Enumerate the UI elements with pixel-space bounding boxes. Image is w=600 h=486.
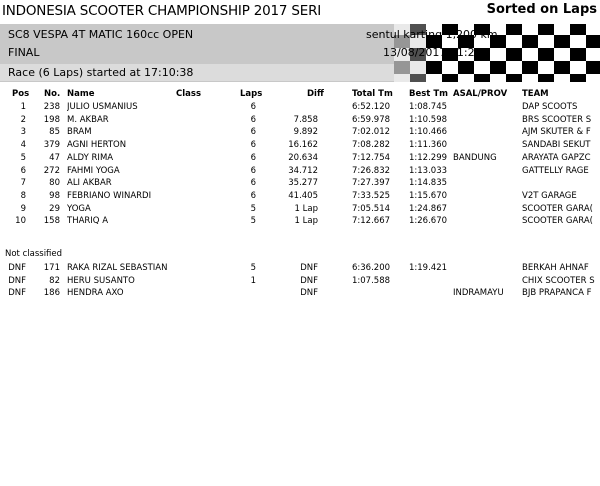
cell-asal: INDRAMAYU — [453, 288, 504, 299]
table-row — [0, 263, 600, 276]
flag-square — [506, 48, 522, 61]
cell-diff: 20.634 — [288, 152, 318, 163]
cell-pos: 6 — [20, 165, 26, 176]
flag-square — [538, 61, 554, 74]
flag-square — [586, 61, 600, 74]
cell-diff: 1 Lap — [294, 203, 318, 214]
cell-no: 186 — [43, 288, 60, 299]
col-laps: Laps — [240, 89, 263, 99]
flag-square — [394, 74, 410, 82]
cell-asal: BANDUNG — [453, 152, 497, 163]
flag-square — [490, 74, 506, 82]
cell-no: 29 — [49, 203, 60, 214]
cell-name: AGNI HERTON — [67, 140, 127, 151]
flag-square — [522, 48, 538, 61]
flag-square — [522, 74, 538, 82]
cell-laps: 6 — [250, 114, 256, 125]
table-row — [0, 140, 600, 153]
cell-no: 47 — [49, 152, 60, 163]
cell-name: M. AKBAR — [67, 114, 109, 125]
col-name: Name — [67, 89, 95, 99]
cell-laps: 6 — [250, 165, 256, 176]
cell-team: BERKAH AHNAF — [522, 263, 589, 273]
cell-best: 1:08.745 — [409, 102, 448, 112]
cell-pos: 5 — [20, 152, 26, 163]
cell-diff: DNF — [300, 275, 318, 286]
cell-name: BRAM — [67, 127, 92, 138]
table-row — [0, 115, 600, 128]
not-classified-label: Not classified — [5, 249, 63, 259]
flag-square — [506, 74, 522, 82]
table-row — [0, 276, 600, 289]
flag-square — [538, 48, 554, 61]
flag-square — [522, 35, 538, 48]
flag-square — [394, 61, 410, 74]
cell-pos: 10 — [15, 216, 26, 227]
cell-name: FAHMI YOGA — [67, 165, 120, 176]
flag-square — [474, 61, 490, 74]
cell-pos: 1 — [20, 102, 26, 112]
col-total: Total Tm — [352, 89, 393, 99]
cell-best: 1:26.670 — [409, 216, 448, 227]
flag-square — [410, 74, 426, 82]
title-bar — [0, 0, 600, 25]
cell-laps: 5 — [250, 216, 256, 227]
cell-no: 198 — [43, 114, 60, 125]
flag-square — [554, 48, 570, 61]
cell-diff: 41.405 — [288, 190, 318, 201]
flag-square — [458, 74, 474, 82]
cell-name: ALDY RIMA — [67, 152, 114, 163]
cell-total: 6:59.978 — [352, 114, 391, 125]
cell-total: 1:07.588 — [352, 275, 391, 286]
cell-diff: 34.712 — [288, 165, 318, 176]
date-time: 13/08/2017 21:21 — [383, 46, 482, 59]
cell-diff: 9.892 — [293, 127, 318, 138]
cell-diff: 16.162 — [288, 140, 318, 151]
cell-diff: 1 Lap — [294, 216, 318, 227]
cell-total: 7:33.525 — [352, 190, 391, 201]
flag-square — [522, 24, 538, 35]
cell-best: 1:24.867 — [409, 203, 448, 214]
cell-total: 7:02.012 — [352, 127, 391, 138]
cell-name: HENDRA AXO — [67, 288, 124, 299]
col-team: TEAM — [522, 89, 549, 99]
cell-total: 6:52.120 — [352, 102, 391, 112]
cell-pos: 3 — [20, 127, 26, 138]
flag-square — [442, 74, 458, 82]
flag-square — [474, 74, 490, 82]
col-class: Class — [176, 89, 202, 99]
flag-square — [570, 61, 586, 74]
cell-name: RAKA RIZAL SEBASTIAN — [67, 263, 168, 273]
cell-total: 7:26.832 — [352, 165, 391, 176]
cell-name: FEBRIANO WINARDI — [67, 190, 152, 201]
table-row — [0, 191, 600, 204]
table-row — [0, 216, 600, 229]
cell-diff: DNF — [300, 263, 318, 273]
cell-best: 1:15.670 — [409, 190, 448, 201]
cell-team: CHIX SCOOTER S — [522, 275, 595, 286]
cell-laps: 6 — [250, 127, 256, 138]
cell-laps: 5 — [250, 203, 256, 214]
cell-best: 1:19.421 — [409, 263, 448, 273]
flag-square — [522, 61, 538, 74]
cell-pos: 8 — [20, 190, 26, 201]
col-asal: ASAL/PROV — [453, 89, 508, 99]
cell-laps: 6 — [250, 152, 256, 163]
cell-total: 7:05.514 — [352, 203, 391, 214]
cell-team: SCOOTER GARA( — [522, 203, 593, 214]
table-row — [0, 204, 600, 217]
cell-team: SANDABI SEKUT — [522, 140, 591, 151]
cell-best: 1:11.360 — [409, 140, 448, 151]
cell-laps: 6 — [250, 190, 256, 201]
flag-square — [506, 24, 522, 35]
col-best: Best Tm — [409, 89, 448, 99]
col-pos: Pos — [12, 89, 30, 99]
event-name: SC8 VESPA 4T MATIC 160cc OPEN — [8, 28, 194, 41]
cell-name: YOGA — [67, 203, 91, 214]
track-name: sentul karting 1,200 km — [366, 28, 498, 41]
cell-pos: DNF — [8, 275, 26, 286]
flag-square — [570, 35, 586, 48]
cell-no: 272 — [43, 165, 60, 176]
flag-square — [426, 61, 442, 74]
cell-best: 1:10.466 — [409, 127, 448, 138]
cell-no: 158 — [43, 216, 60, 227]
cell-pos: 4 — [20, 140, 26, 151]
cell-team: BJB PRAPANCA F — [522, 288, 592, 299]
table-row — [0, 102, 600, 115]
table-row — [0, 166, 600, 179]
table-row — [0, 127, 600, 140]
flag-square — [458, 61, 474, 74]
flag-square — [586, 35, 600, 48]
page-title: INDONESIA SCOOTER CHAMPIONSHIP 2017 SERI — [2, 3, 322, 19]
flag-square — [410, 61, 426, 74]
flag-square — [442, 61, 458, 74]
cell-team: V2T GARAGE — [522, 190, 577, 201]
cell-team: ARAYATA GAPZC — [522, 152, 591, 163]
cell-pos: DNF — [8, 263, 26, 273]
flag-square — [586, 48, 600, 61]
flag-square — [570, 24, 586, 35]
cell-laps: 6 — [250, 178, 256, 189]
cell-pos: 7 — [20, 178, 26, 189]
flag-square — [554, 24, 570, 35]
flag-square — [570, 48, 586, 61]
cell-team: SCOOTER GARA( — [522, 216, 593, 227]
cell-no: 238 — [43, 102, 60, 112]
cell-name: THARIQ A — [67, 216, 109, 227]
flag-square — [490, 48, 506, 61]
cell-name: HERU SUSANTO — [67, 275, 135, 286]
cell-team: DAP SCOOTS — [522, 102, 578, 112]
cell-no: 80 — [49, 178, 60, 189]
cell-no: 98 — [49, 190, 60, 201]
cell-total: 7:08.282 — [352, 140, 391, 151]
cell-diff: 7.858 — [293, 114, 318, 125]
flag-square — [490, 61, 506, 74]
cell-pos: 2 — [20, 114, 26, 125]
cell-diff: 35.277 — [288, 178, 318, 189]
cell-diff: DNF — [300, 288, 318, 299]
race-info: Race (6 Laps) started at 17:10:38 — [8, 66, 194, 79]
cell-team: BRS SCOOTER S — [522, 114, 592, 125]
cell-laps: 1 — [250, 275, 256, 286]
flag-square — [426, 74, 442, 82]
cell-total: 7:27.397 — [352, 178, 391, 189]
flag-square — [506, 35, 522, 48]
flag-square — [586, 74, 600, 82]
cell-pos: 9 — [20, 203, 26, 214]
cell-best: 1:14.835 — [409, 178, 448, 189]
col-no: No. — [44, 89, 61, 99]
cell-no: 85 — [49, 127, 60, 138]
cell-best: 1:13.033 — [409, 165, 448, 176]
cell-laps: 5 — [250, 263, 256, 273]
col-diff: Diff — [307, 89, 324, 99]
cell-best: 1:12.299 — [409, 152, 448, 163]
cell-total: 6:36.200 — [352, 263, 391, 273]
cell-no: 82 — [49, 275, 60, 286]
flag-square — [506, 61, 522, 74]
flag-square — [538, 24, 554, 35]
table-row — [0, 178, 600, 191]
cell-name: JULIO USMANIUS — [67, 102, 138, 112]
sort-label: Sorted on Laps — [486, 2, 597, 17]
cell-no: 379 — [43, 140, 60, 151]
flag-square — [586, 24, 600, 35]
flag-square — [554, 35, 570, 48]
cell-team: AJM SKUTER & F — [522, 127, 591, 138]
cell-laps: 6 — [250, 102, 256, 112]
flag-square — [554, 74, 570, 82]
cell-laps: 6 — [250, 140, 256, 151]
cell-best: 1:10.598 — [409, 114, 448, 125]
cell-pos: DNF — [8, 288, 26, 299]
flag-square — [538, 35, 554, 48]
cell-team: GATTELLY RAGE — [522, 165, 589, 176]
flag-square — [538, 74, 554, 82]
cell-name: ALI AKBAR — [67, 178, 112, 189]
cell-total: 7:12.667 — [352, 216, 391, 227]
cell-total: 7:12.754 — [352, 152, 391, 163]
table-row — [0, 288, 600, 301]
flag-square — [554, 61, 570, 74]
cell-no: 171 — [43, 263, 60, 273]
flag-square — [570, 74, 586, 82]
table-row — [0, 153, 600, 166]
session-name: FINAL — [8, 46, 40, 59]
